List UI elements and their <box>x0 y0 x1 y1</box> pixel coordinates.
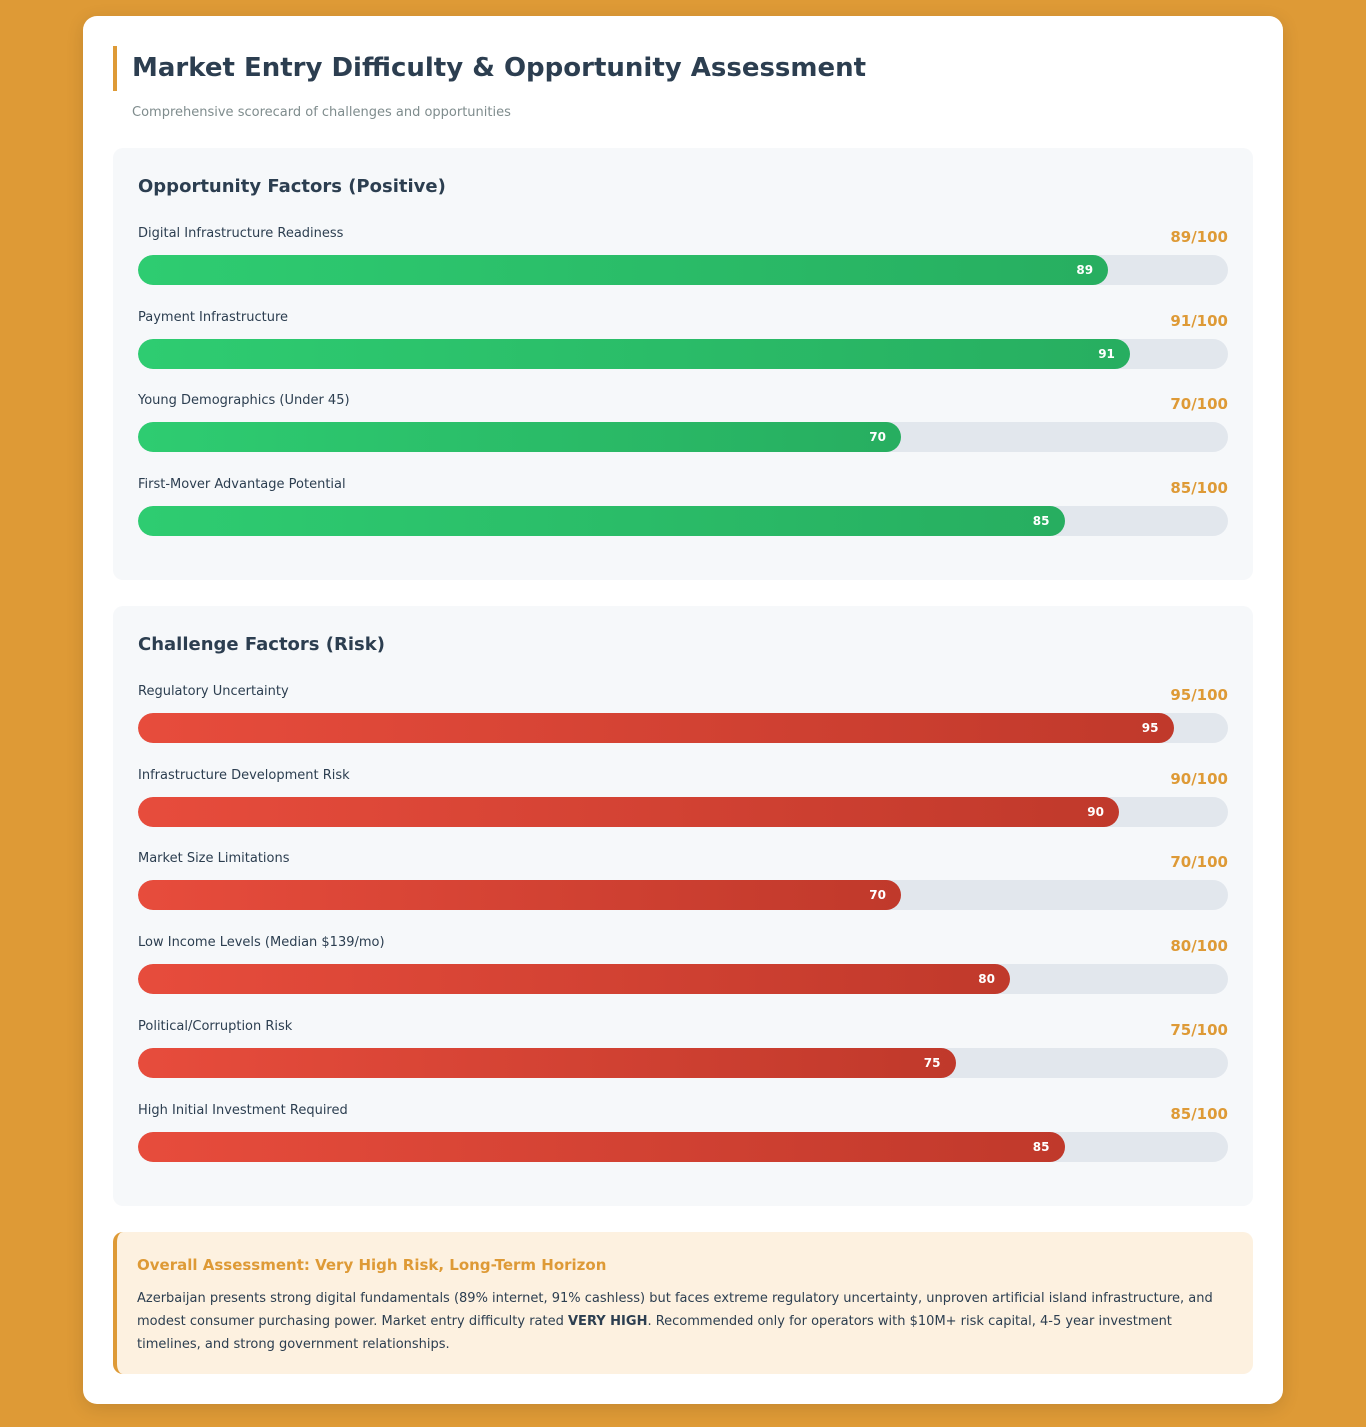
factor-row <box>138 684 1228 754</box>
challenge-panel-title: Challenge Factors (Risk) <box>138 634 385 655</box>
bar-value-label: 70 <box>869 888 886 903</box>
bar-track <box>138 713 1228 743</box>
challenge-panel <box>113 606 1253 1206</box>
factor-label: Young Demographics (Under 45) <box>138 393 350 409</box>
bar-value-label: 91 <box>1098 346 1115 361</box>
bar-value-label: 80 <box>978 972 995 987</box>
factor-row <box>138 851 1228 921</box>
factor-score: 85/100 <box>1170 1104 1228 1123</box>
bar-fill <box>138 255 1108 285</box>
factor-score: 85/100 <box>1170 479 1228 498</box>
bar-value-label: 70 <box>869 430 886 445</box>
factor-row <box>138 1103 1228 1173</box>
factor-score: 80/100 <box>1170 937 1228 956</box>
factor-label: Infrastructure Development Risk <box>138 767 350 783</box>
bar-track <box>138 255 1228 285</box>
overall-assessment-box <box>113 1232 1253 1374</box>
bar-fill <box>138 422 901 452</box>
factor-score: 90/100 <box>1170 769 1228 788</box>
factor-label: First-Mover Advantage Potential <box>138 477 346 493</box>
factor-label: Regulatory Uncertainty <box>138 684 289 699</box>
page-header <box>113 46 866 91</box>
bar-fill <box>138 797 1119 827</box>
factor-row <box>138 393 1228 463</box>
bar-fill <box>138 713 1174 743</box>
factor-row <box>138 310 1228 380</box>
factor-score: 91/100 <box>1170 311 1228 330</box>
bar-fill <box>138 880 901 910</box>
factor-score: 95/100 <box>1170 686 1228 704</box>
factor-row <box>138 768 1228 838</box>
bar-fill <box>138 964 1010 994</box>
bar-track <box>138 339 1228 369</box>
bar-value-label: 85 <box>1032 1139 1050 1154</box>
factor-row <box>138 935 1228 1005</box>
factor-score: 70/100 <box>1170 395 1228 414</box>
bar-track <box>138 880 1228 910</box>
factor-score: 75/100 <box>1170 1020 1228 1039</box>
bar-track <box>138 1048 1228 1078</box>
factor-label: Market Size Limitations <box>138 851 290 867</box>
page-subtitle: Comprehensive scorecard of challenges and opportunities <box>132 105 511 120</box>
opportunity-panel-title: Opportunity Factors (Positive) <box>138 176 446 197</box>
factor-label: Political/Corruption Risk <box>138 1018 293 1034</box>
bar-value-label: 95 <box>1141 721 1159 735</box>
bar-track <box>138 422 1228 452</box>
bar-value-label: 75 <box>923 1055 941 1070</box>
factor-score: 89/100 <box>1170 228 1228 246</box>
factor-label: Digital Infrastructure Readiness <box>138 226 344 241</box>
bar-track <box>138 1132 1228 1162</box>
bar-track <box>138 506 1228 536</box>
factor-row <box>138 1019 1228 1089</box>
page-title: Market Entry Difficulty & Opportunity Assessment <box>132 53 867 83</box>
factor-score: 70/100 <box>1170 853 1228 872</box>
summary-text-bold: VERY HIGH <box>568 1314 648 1329</box>
assessment-card <box>83 16 1283 1404</box>
bar-fill <box>138 506 1065 536</box>
bar-track <box>138 964 1228 994</box>
factor-row <box>138 477 1228 547</box>
bar-value-label: 89 <box>1076 263 1094 277</box>
opportunity-panel <box>113 148 1253 580</box>
factor-label: Low Income Levels (Median $139/mo) <box>138 935 385 951</box>
factor-label: Payment Infrastructure <box>138 309 289 325</box>
summary-text-after: . Recommended only for operators with $10M+ risk capital, 4-5 year investment timelines, and strong government relationships. <box>137 1314 1172 1352</box>
overall-assessment-text <box>137 1287 1217 1356</box>
bar-value-label: 90 <box>1087 804 1104 819</box>
bar-track <box>138 797 1228 827</box>
factor-label: High Initial Investment Required <box>138 1102 348 1118</box>
bar-fill <box>138 1132 1065 1162</box>
factor-row <box>138 226 1228 296</box>
bar-fill <box>138 339 1130 369</box>
bar-fill <box>138 1048 956 1078</box>
bar-value-label: 85 <box>1032 514 1050 529</box>
overall-assessment-title: Overall Assessment: Very High Risk, Long-Term Horizon <box>137 1256 607 1274</box>
summary-text-before: Azerbaijan presents strong digital fundamentals (89% internet, 91% cashless) but faces extreme regulatory uncertainty, unproven artificial island infrastructure, and modest consumer purchasing power. Market entry difficulty rated <box>137 1291 1213 1329</box>
